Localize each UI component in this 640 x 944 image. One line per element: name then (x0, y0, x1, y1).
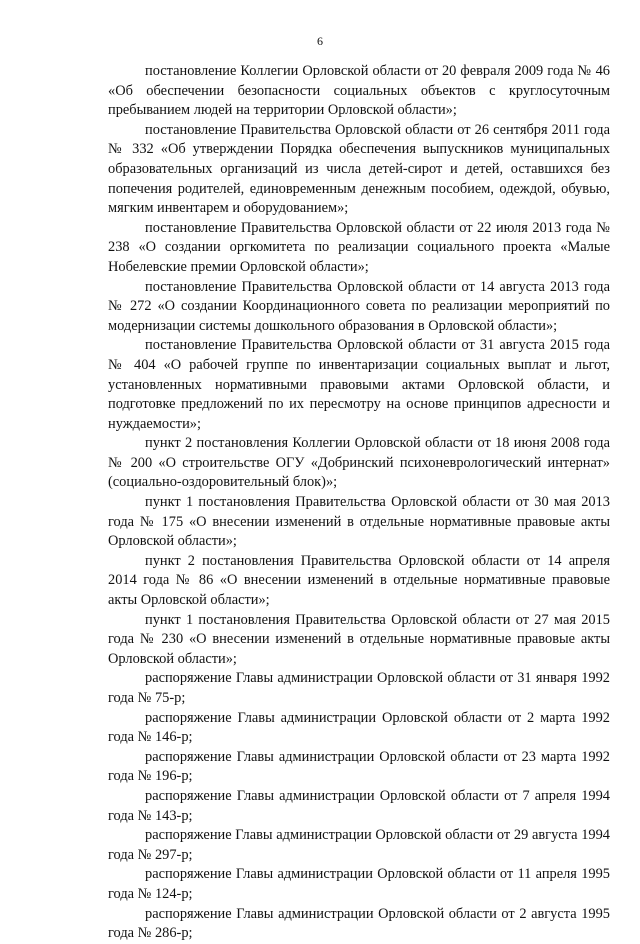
paragraph: распоряжение Главы администрации Орловской области от 31 января 1992 года № 75-р; (108, 670, 610, 706)
paragraph: постановление Коллегии Орловской области от 20 февраля 2009 года № 46 «Об обеспечении безопасности социальных объектов с круглосуточным пребыванием людей на территории Орловской области»; (108, 63, 610, 119)
paragraph: распоряжение Главы администрации Орловской области от 2 марта 1992 года № 146-р; (108, 709, 610, 746)
paragraph: пункт 1 постановления Правительства Орловской области от 30 мая 2013 года № 175 «О внесении изменений в отдельные нормативные правовые акты Орловской области»; (108, 494, 610, 550)
document-body (108, 62, 610, 944)
paragraph: распоряжение Главы администрации Орловской области от 23 марта 1992 года № 196-р; (108, 748, 610, 785)
paragraph: распоряжение Главы администрации Орловской области от 29 августа 1994 года № 297-р; (108, 827, 610, 863)
paragraph: распоряжение Главы администрации Орловской области от 11 апреля 1995 года № 124-р; (108, 866, 610, 902)
paragraph: постановление Правительства Орловской области от 26 сентября 2011 года № 332 «Об утверждении Порядка обеспечения выпускников муниципальных образовательных организаций из числа детей-сирот и детей, оставшихся без попечения родителей, единовременным денежным пособием, одеждой, обувью, мягким инвентарем и оборудованием»; (108, 121, 610, 217)
paragraph: пункт 2 постановления Коллегии Орловской области от 18 июня 2008 года № 200 «О строительстве ОГУ «Добринский психоневрологический интернат» (социально-оздоровительный блок)»; (108, 435, 610, 491)
paragraph: постановление Правительства Орловской области от 22 июля 2013 года № 238 «О создании оргкомитета по реализации социального проекта «Малые Нобелевские премии Орловской области»; (108, 219, 610, 275)
paragraph: постановление Правительства Орловской области от 14 августа 2013 года № 272 «О создании Координационного совета по реализации мероприятий по модернизации системы дошкольного образования в Орловской области»; (108, 278, 610, 334)
paragraph: постановление Правительства Орловской области от 31 августа 2015 года № 404 «О рабочей группе по инвентаризации социальных выплат и льгот, установленных нормативными правовыми актами Орловской области, и подготовке предложений по их пересмотру на основе принципов адресности и нуждаемости»; (108, 337, 610, 432)
paragraph: распоряжение Главы администрации Орловской области от 2 августа 1995 года № 286-р; (108, 905, 610, 942)
page-number: 6 (317, 34, 323, 48)
paragraph: распоряжение Главы администрации Орловской области от 7 апреля 1994 года № 143-р; (108, 787, 610, 824)
paragraph: пункт 1 постановления Правительства Орловской области от 27 мая 2015 года № 230 «О внесении изменений в отдельные нормативные правовые акты Орловской области»; (108, 611, 610, 667)
paragraph: пункт 2 постановления Правительства Орловской области от 14 апреля 2014 года № 86 «О внесении изменений в отдельные нормативные правовые акты Орловской области»; (108, 552, 610, 609)
